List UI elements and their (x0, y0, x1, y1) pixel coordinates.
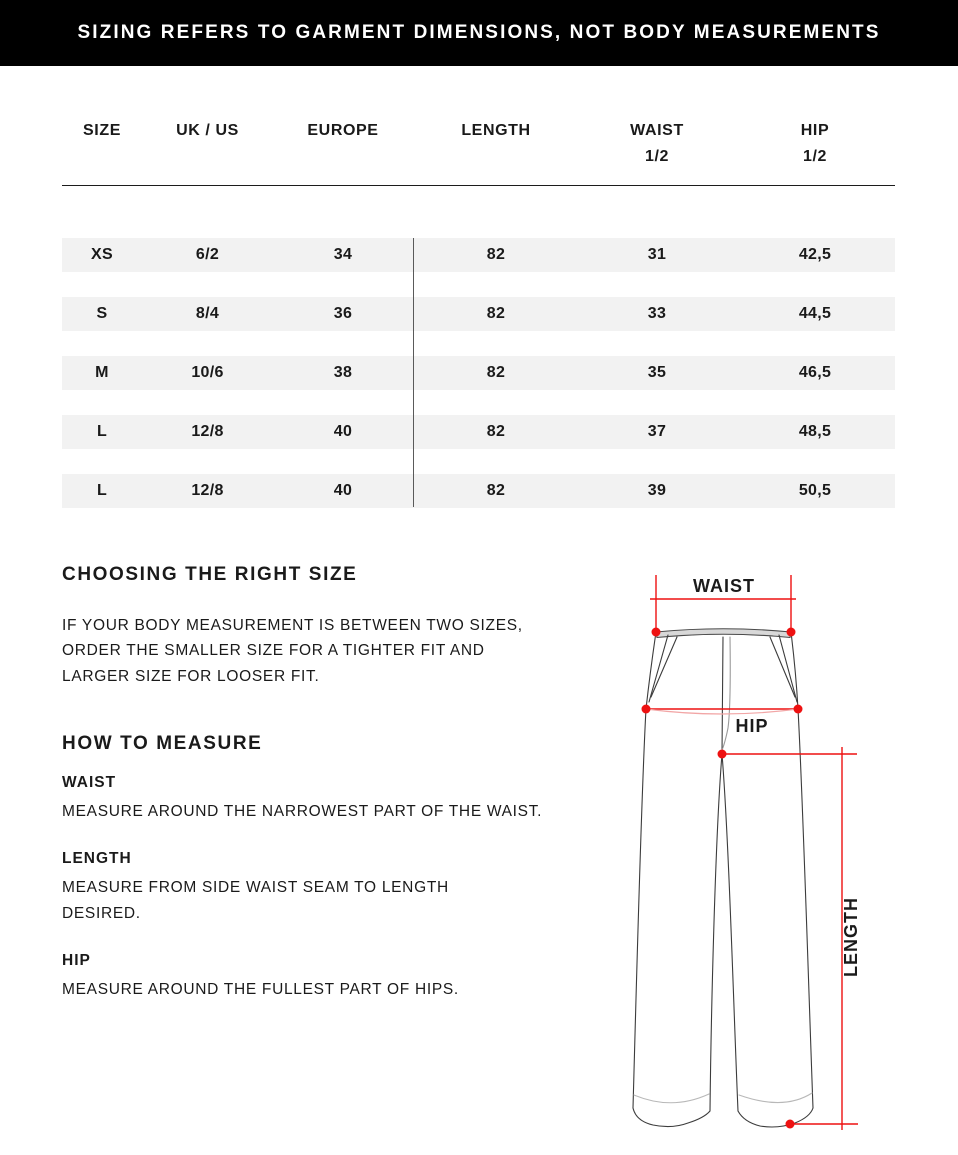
hip-dot-right (794, 705, 803, 714)
paragraph-line: LARGER SIZE FOR LOOSER FIT. (62, 667, 320, 685)
crotch-dot (718, 750, 727, 759)
right-leg-inner (722, 754, 738, 1111)
measurement-guides (646, 575, 858, 1130)
left-pocket-line-2 (651, 637, 677, 697)
column-header (413, 118, 579, 170)
measure-line: DESIRED. (62, 905, 141, 922)
table-row (62, 238, 895, 272)
table-cell: 37 (647, 423, 667, 440)
table-cell: 12/8 (191, 482, 224, 499)
table-cell: 35 (647, 364, 667, 381)
size-disclaimer-banner (0, 0, 958, 66)
table-cell: 39 (647, 482, 667, 499)
table-cell: 6/2 (195, 246, 220, 263)
table-cell: 33 (647, 305, 667, 322)
table-cell: 82 (486, 482, 506, 499)
left-hem (633, 1108, 710, 1127)
measure-line: MEASURE AROUND THE FULLEST PART OF HIPS. (62, 981, 459, 998)
paragraph-line: IF YOUR BODY MEASUREMENT IS BETWEEN TWO SIZES, (62, 617, 523, 634)
size-table-body (62, 238, 895, 533)
table-cell: S (96, 305, 108, 322)
pants-diagram-svg (598, 555, 958, 1155)
right-pocket-line (779, 635, 797, 702)
size-table-header (62, 118, 895, 170)
table-row (62, 415, 895, 449)
table-cell: XS (91, 246, 113, 263)
left-pocket-line (649, 635, 668, 702)
table-cell: 82 (486, 364, 506, 381)
table-cell: M (95, 364, 109, 381)
choosing-size-heading: CHOOSING THE RIGHT SIZE (62, 564, 358, 585)
waist-dot-right (787, 628, 796, 637)
table-cell: 40 (333, 482, 353, 499)
left-hem-stitch (634, 1094, 709, 1103)
column-header-label: LENGTH (461, 122, 531, 139)
table-row (62, 356, 895, 390)
column-header-label: WAIST (630, 122, 684, 139)
hem-dot (786, 1120, 795, 1129)
right-leg-outer (798, 709, 813, 1108)
table-cell: 82 (486, 246, 506, 263)
column-header-label: EUROPE (307, 122, 379, 139)
header-underline (62, 185, 895, 186)
banner-text: SIZING REFERS TO GARMENT DIMENSIONS, NOT BODY MEASUREMENTS (77, 22, 881, 43)
column-header-sub: 1/2 (644, 148, 670, 165)
waistband (656, 629, 791, 638)
column-header (62, 118, 142, 170)
pants-measure-diagram (598, 555, 958, 1155)
table-row (62, 474, 895, 508)
table-cell: 8/4 (195, 305, 220, 322)
column-header-label: SIZE (83, 122, 121, 139)
table-cell: 82 (486, 423, 506, 440)
measure-instructions (62, 772, 542, 1026)
choosing-size-paragraph (62, 613, 523, 689)
measure-item (62, 772, 542, 825)
measure-line: MEASURE AROUND THE NARROWEST PART OF THE WAIST. (62, 803, 543, 820)
measure-text (62, 875, 542, 927)
left-leg-outer (633, 709, 646, 1108)
table-cell: 42,5 (798, 246, 832, 263)
measure-text (62, 977, 542, 1003)
waist-dot-left (652, 628, 661, 637)
size-table (62, 110, 895, 510)
hip-diagram-label: HIP (735, 716, 769, 736)
measure-label: WAIST (62, 774, 117, 791)
measure-item (62, 848, 542, 927)
table-cell: 31 (647, 246, 667, 263)
how-to-measure-heading: HOW TO MEASURE (62, 733, 263, 754)
table-cell: 50,5 (798, 482, 832, 499)
column-header-label: HIP (800, 122, 830, 139)
column-header (735, 118, 895, 170)
measure-label: LENGTH (62, 850, 132, 867)
table-cell: L (96, 423, 108, 440)
right-side-seam (791, 632, 798, 709)
table-cell: 46,5 (798, 364, 832, 381)
pants-outline (633, 629, 813, 1127)
table-cell: 36 (333, 305, 353, 322)
paragraph-line: ORDER THE SMALLER SIZE FOR A TIGHTER FIT AND (62, 642, 485, 660)
left-leg-inner (710, 754, 722, 1111)
measure-label: HIP (62, 952, 91, 969)
fly-center-seam (722, 637, 723, 754)
table-cell: 82 (486, 305, 506, 322)
column-header-label: UK / US (176, 122, 239, 139)
table-cell: 10/6 (191, 364, 224, 381)
table-cell: 40 (333, 423, 353, 440)
column-header-sub: 1/2 (802, 148, 828, 165)
measure-item (62, 950, 542, 1003)
measure-text (62, 799, 542, 825)
column-divider (413, 238, 414, 507)
length-diagram-label: LENGTH (841, 897, 861, 977)
table-cell: 38 (333, 364, 353, 381)
column-header (579, 118, 735, 170)
table-cell: 48,5 (798, 423, 832, 440)
right-hem-stitch (739, 1093, 812, 1103)
table-cell: 44,5 (798, 305, 832, 322)
table-row (62, 297, 895, 331)
waist-diagram-label: WAIST (693, 576, 755, 596)
column-header (142, 118, 273, 170)
table-cell: 34 (333, 246, 353, 263)
measure-line: MEASURE FROM SIDE WAIST SEAM TO LENGTH (62, 879, 449, 896)
table-cell: 12/8 (191, 423, 224, 440)
column-header (273, 118, 413, 170)
table-cell: L (96, 482, 108, 499)
hip-dot-left (642, 705, 651, 714)
